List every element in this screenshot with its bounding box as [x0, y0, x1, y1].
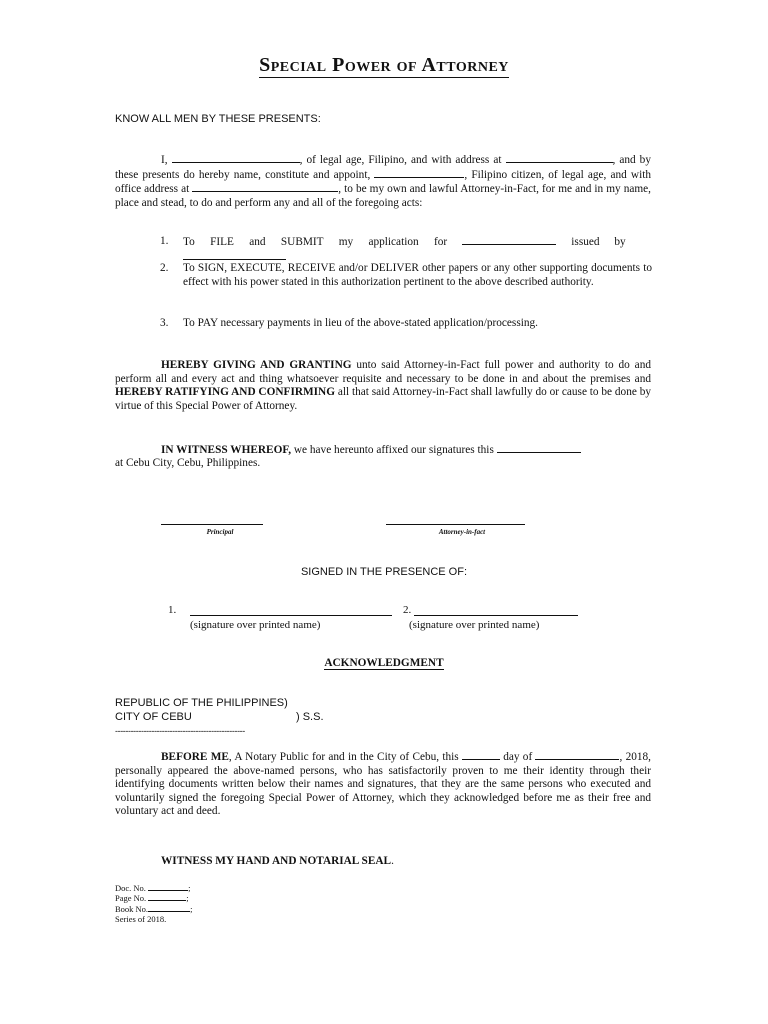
book-entry [115, 904, 192, 914]
series-entry: Series of 2018. [115, 913, 167, 924]
list-item-2 [160, 262, 652, 307]
witness-date-blank [497, 443, 581, 453]
page-entry [115, 893, 192, 903]
notarial-register [115, 883, 192, 924]
witness-1-line [190, 615, 392, 616]
venue-dashes: -------------------------------------------------- [115, 726, 245, 736]
intro-paragraph [115, 153, 651, 210]
doc-entry [115, 883, 192, 893]
principal-caption: Principal [206, 528, 234, 536]
witness-2-line [414, 615, 578, 616]
attorney-name-blank [374, 168, 464, 178]
acknowledgment-text-3: , 2018, personally appeared the above-named persons, who has satisfactorily proven to me their identity through their identifying documents written below their names and signatures, that they are the same persons who executed and voluntarily signed the foregoing Special Power of Attorney, which they acknowledged before me as their free and voluntary act and deed. [115, 751, 651, 818]
entry-blank [148, 893, 189, 904]
title-text: Special Power of Attorney [259, 54, 509, 76]
entry-end: ; [190, 903, 193, 914]
list-text-a: To FILE and SUBMIT my application for [183, 236, 463, 248]
witness-paragraph [115, 443, 651, 458]
entry-end: ; [186, 893, 189, 904]
acknowledgment-bold: BEFORE ME [161, 751, 229, 763]
granting-text-1: unto said Attorney-in-Fact full power and authority to do and perform all and every act and thing whatsoever requisite and necessary to be done in and about the premises and [115, 359, 651, 385]
intro-text-4: , Filipino citizen, of legal age, and with office address at [115, 168, 651, 196]
entry-blank [148, 903, 193, 914]
list-text: To PAY necessary payments in lieu of the above-stated application/processing. [183, 317, 538, 329]
attorney-caption: Attorney-in-fact [438, 528, 486, 536]
acknowledgment-paragraph [115, 750, 651, 819]
notarial-seal-line [161, 855, 394, 867]
venue-city: CITY OF CEBU [115, 711, 192, 723]
application-blank [462, 235, 556, 245]
seal-end: . [391, 855, 394, 867]
month-blank [535, 750, 619, 760]
granting-bold-1: HEREBY GIVING AND GRANTING [161, 359, 352, 371]
witness-bold: IN WITNESS WHEREOF, [161, 444, 292, 456]
granting-bold-2: HEREBY RATIFYING AND CONFIRMING [115, 386, 335, 399]
list-item-3 [160, 317, 652, 333]
principal-name-blank [172, 153, 300, 163]
list-number: 2. [160, 262, 169, 274]
entry-end: ; [188, 883, 191, 893]
intro-text-3: , and by these presents do hereby name, constitute and appoint, [115, 154, 651, 181]
entry-blank [148, 883, 191, 893]
witness-1-number: 1. [168, 604, 177, 616]
seal-bold: WITNESS MY HAND AND NOTARIAL SEAL [161, 855, 392, 867]
day-blank [462, 750, 500, 760]
intro-text-2: , of legal age, Filipino, and with address at [299, 154, 506, 166]
attorney-signature-line [386, 524, 525, 525]
venue-republic: REPUBLIC OF THE PHILIPPINES) [115, 697, 288, 709]
principal-signature-line [161, 524, 263, 525]
granting-text-2: all that said Attorney-in-Fact shall lawfully do or cause to be done by virtue of this Special Power of Attorney. [115, 386, 651, 412]
witness-text-1: we have hereunto affixed our signatures this [291, 444, 497, 456]
issuer-blank [183, 250, 286, 260]
entry-label: Doc. No. [115, 883, 149, 893]
entry-label: Book No. [115, 903, 149, 914]
list-text [183, 235, 652, 264]
witness-1-caption: (signature over printed name) [190, 619, 321, 631]
document-title [0, 54, 768, 77]
list-item-1 [160, 235, 652, 265]
intro-text-5: , to be my own and lawful Attorney-in-Fact, for me and in my name, place and stead, to do and perform any and all of the foregoing acts: [115, 183, 651, 209]
list-number: 3. [160, 317, 169, 329]
principal-address-blank [506, 153, 613, 163]
witness-2-number: 2. [403, 604, 412, 616]
presence-heading: SIGNED IN THE PRESENCE OF: [300, 566, 468, 578]
intro-text-1: I, [161, 154, 172, 166]
list-number: 1. [160, 235, 169, 247]
granting-paragraph [115, 359, 651, 413]
witness-place: at Cebu City, Cebu, Philippines. [115, 457, 261, 469]
office-address-blank [192, 182, 338, 192]
acknowledgment-text-2: day of [499, 751, 536, 763]
list-text: To SIGN, EXECUTE, RECEIVE and/or DELIVER other papers or any other supporting documents to effect with his power stated in this authorization pertinent to the above described authority. [183, 262, 652, 288]
acknowledgment-heading [0, 657, 768, 669]
entry-label: Page No. [115, 893, 149, 904]
list-text-b: issued by [556, 236, 626, 248]
venue-ss: ) S.S. [296, 711, 324, 723]
acknowledgment-text-1: , A Notary Public for and in the City of Cebu, this [228, 751, 462, 763]
witness-2-caption: (signature over printed name) [409, 619, 540, 631]
acknowledgment-heading-text: ACKNOWLEDGMENT [324, 657, 444, 669]
opening-line: KNOW ALL MEN BY THESE PRESENTS: [115, 113, 321, 125]
